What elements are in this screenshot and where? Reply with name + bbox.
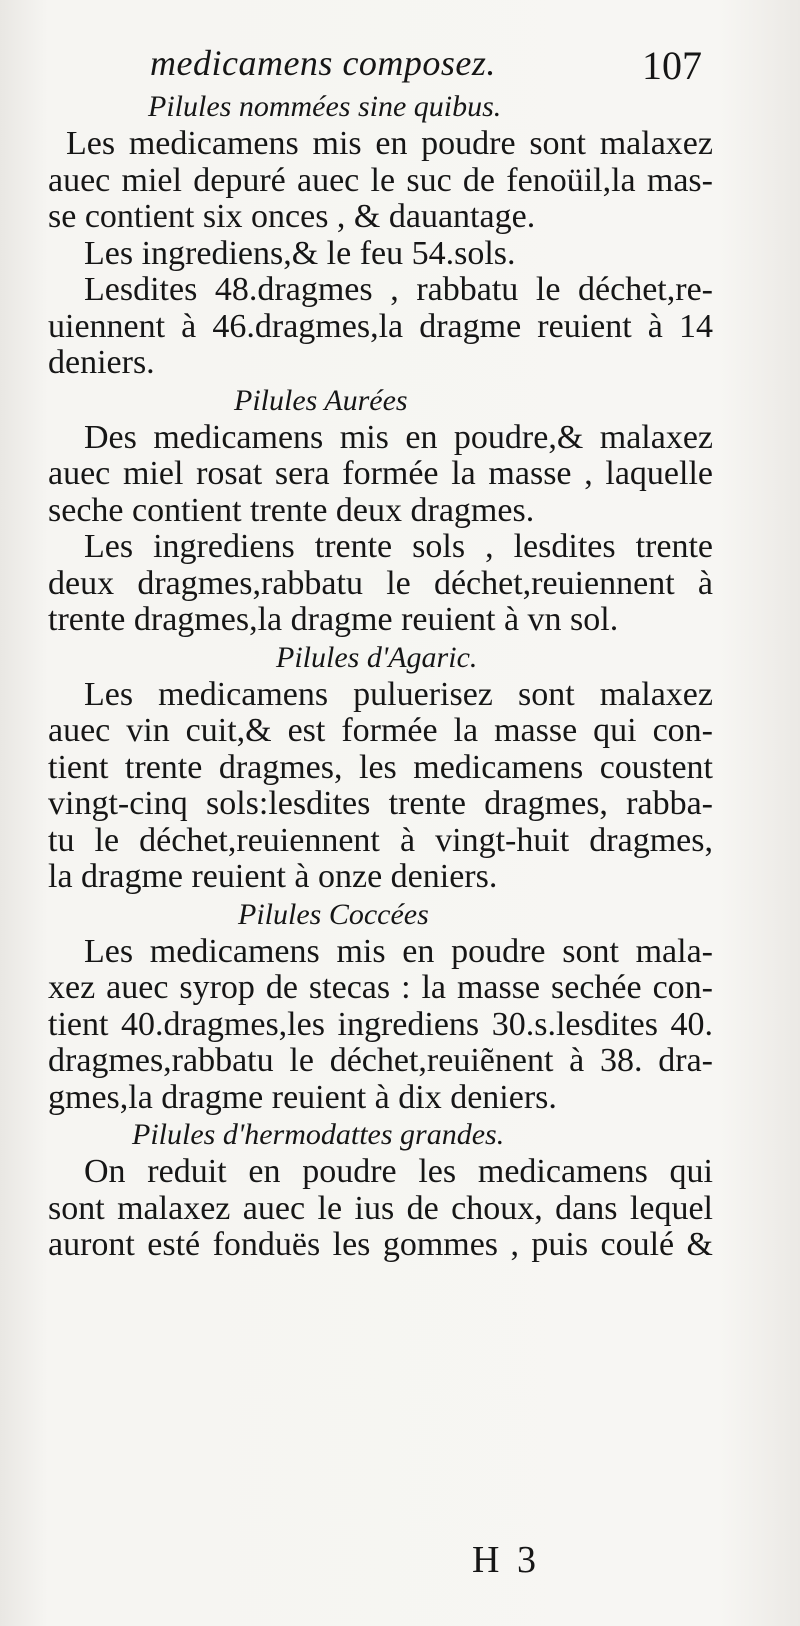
text-line: uiennent à 46.dragmes,la dragme reuient à 14 (48, 307, 713, 345)
text-line: Lesdites 48.dragmes , rabbatu le déchet,re- (84, 271, 713, 308)
text-line: la dragme reuient à onze deniers. (48, 858, 498, 895)
text-line: seche contient trente deux dragmes. (48, 491, 535, 529)
text-line: vingt-cinq sols:lesdites trente dragmes, rabba- (48, 785, 713, 822)
page-number: 107 (642, 43, 702, 88)
text-line: deniers. (48, 344, 155, 381)
text-line: deux dragmes,rabbatu le déchet,reuiennent à (48, 564, 713, 602)
text-line: se contient six onces , & dauantage. (48, 198, 536, 235)
text-line: Les ingrediens trente sols , lesdites trente (84, 528, 713, 565)
text-line: Les medicamens puluerisez sont malaxez (84, 675, 713, 713)
body-text (48, 88, 713, 1264)
text-line: sont malaxez auec le ius de choux, dans lequel (48, 1189, 713, 1227)
text-line: Les medicamens mis en poudre sont malaxez (66, 125, 713, 162)
printer-signature-mark: H 3 (472, 1539, 540, 1581)
section-heading: Pilules d'Agaric. (276, 640, 478, 674)
text-line: auec miel depuré auec le suc de fenoüil,la mas- (48, 161, 713, 199)
text-line: Les medicamens mis en poudre sont mala- (84, 932, 713, 970)
text-line: dragmes,rabbatu le déchet,reuiẽnent à 38. dra- (48, 1042, 713, 1079)
section-heading: Pilules Aurées (234, 383, 408, 417)
section-heading: Pilules nommées sine quibus. (148, 90, 502, 123)
section-heading: Pilules d'hermodattes grandes. (132, 1118, 505, 1151)
section-heading: Pilules Coccées (238, 897, 429, 931)
text-line: xez auec syrop de stecas : la masse sechée con- (48, 969, 713, 1006)
running-head: medicamens composez. (150, 43, 496, 83)
text-line: tient 40.dragmes,les ingrediens 30.s.lesdites 40. (48, 1005, 713, 1043)
text-line: Les ingrediens,& le feu 54.sols. (84, 234, 516, 272)
text-line: trente dragmes,la dragme reuient à vn sol. (48, 601, 619, 638)
text-line: auec vin cuit,& est formée la masse qui con- (48, 712, 713, 749)
text-line: On reduit en poudre les medicamens qui (84, 1153, 713, 1190)
text-line: tient trente dragmes, les medicamens coustent (48, 748, 713, 786)
text-line: auec miel rosat sera formée la masse , laquelle (48, 455, 713, 492)
text-line: Des medicamens mis en poudre,& malaxez (84, 418, 713, 456)
text-line: auront esté fonduës les gommes , puis coulé & (48, 1226, 713, 1263)
text-line: tu le déchet,reuiennent à vingt-huit dragmes, (48, 821, 713, 859)
text-line: gmes,la dragme reuient à dix deniers. (48, 1078, 557, 1116)
